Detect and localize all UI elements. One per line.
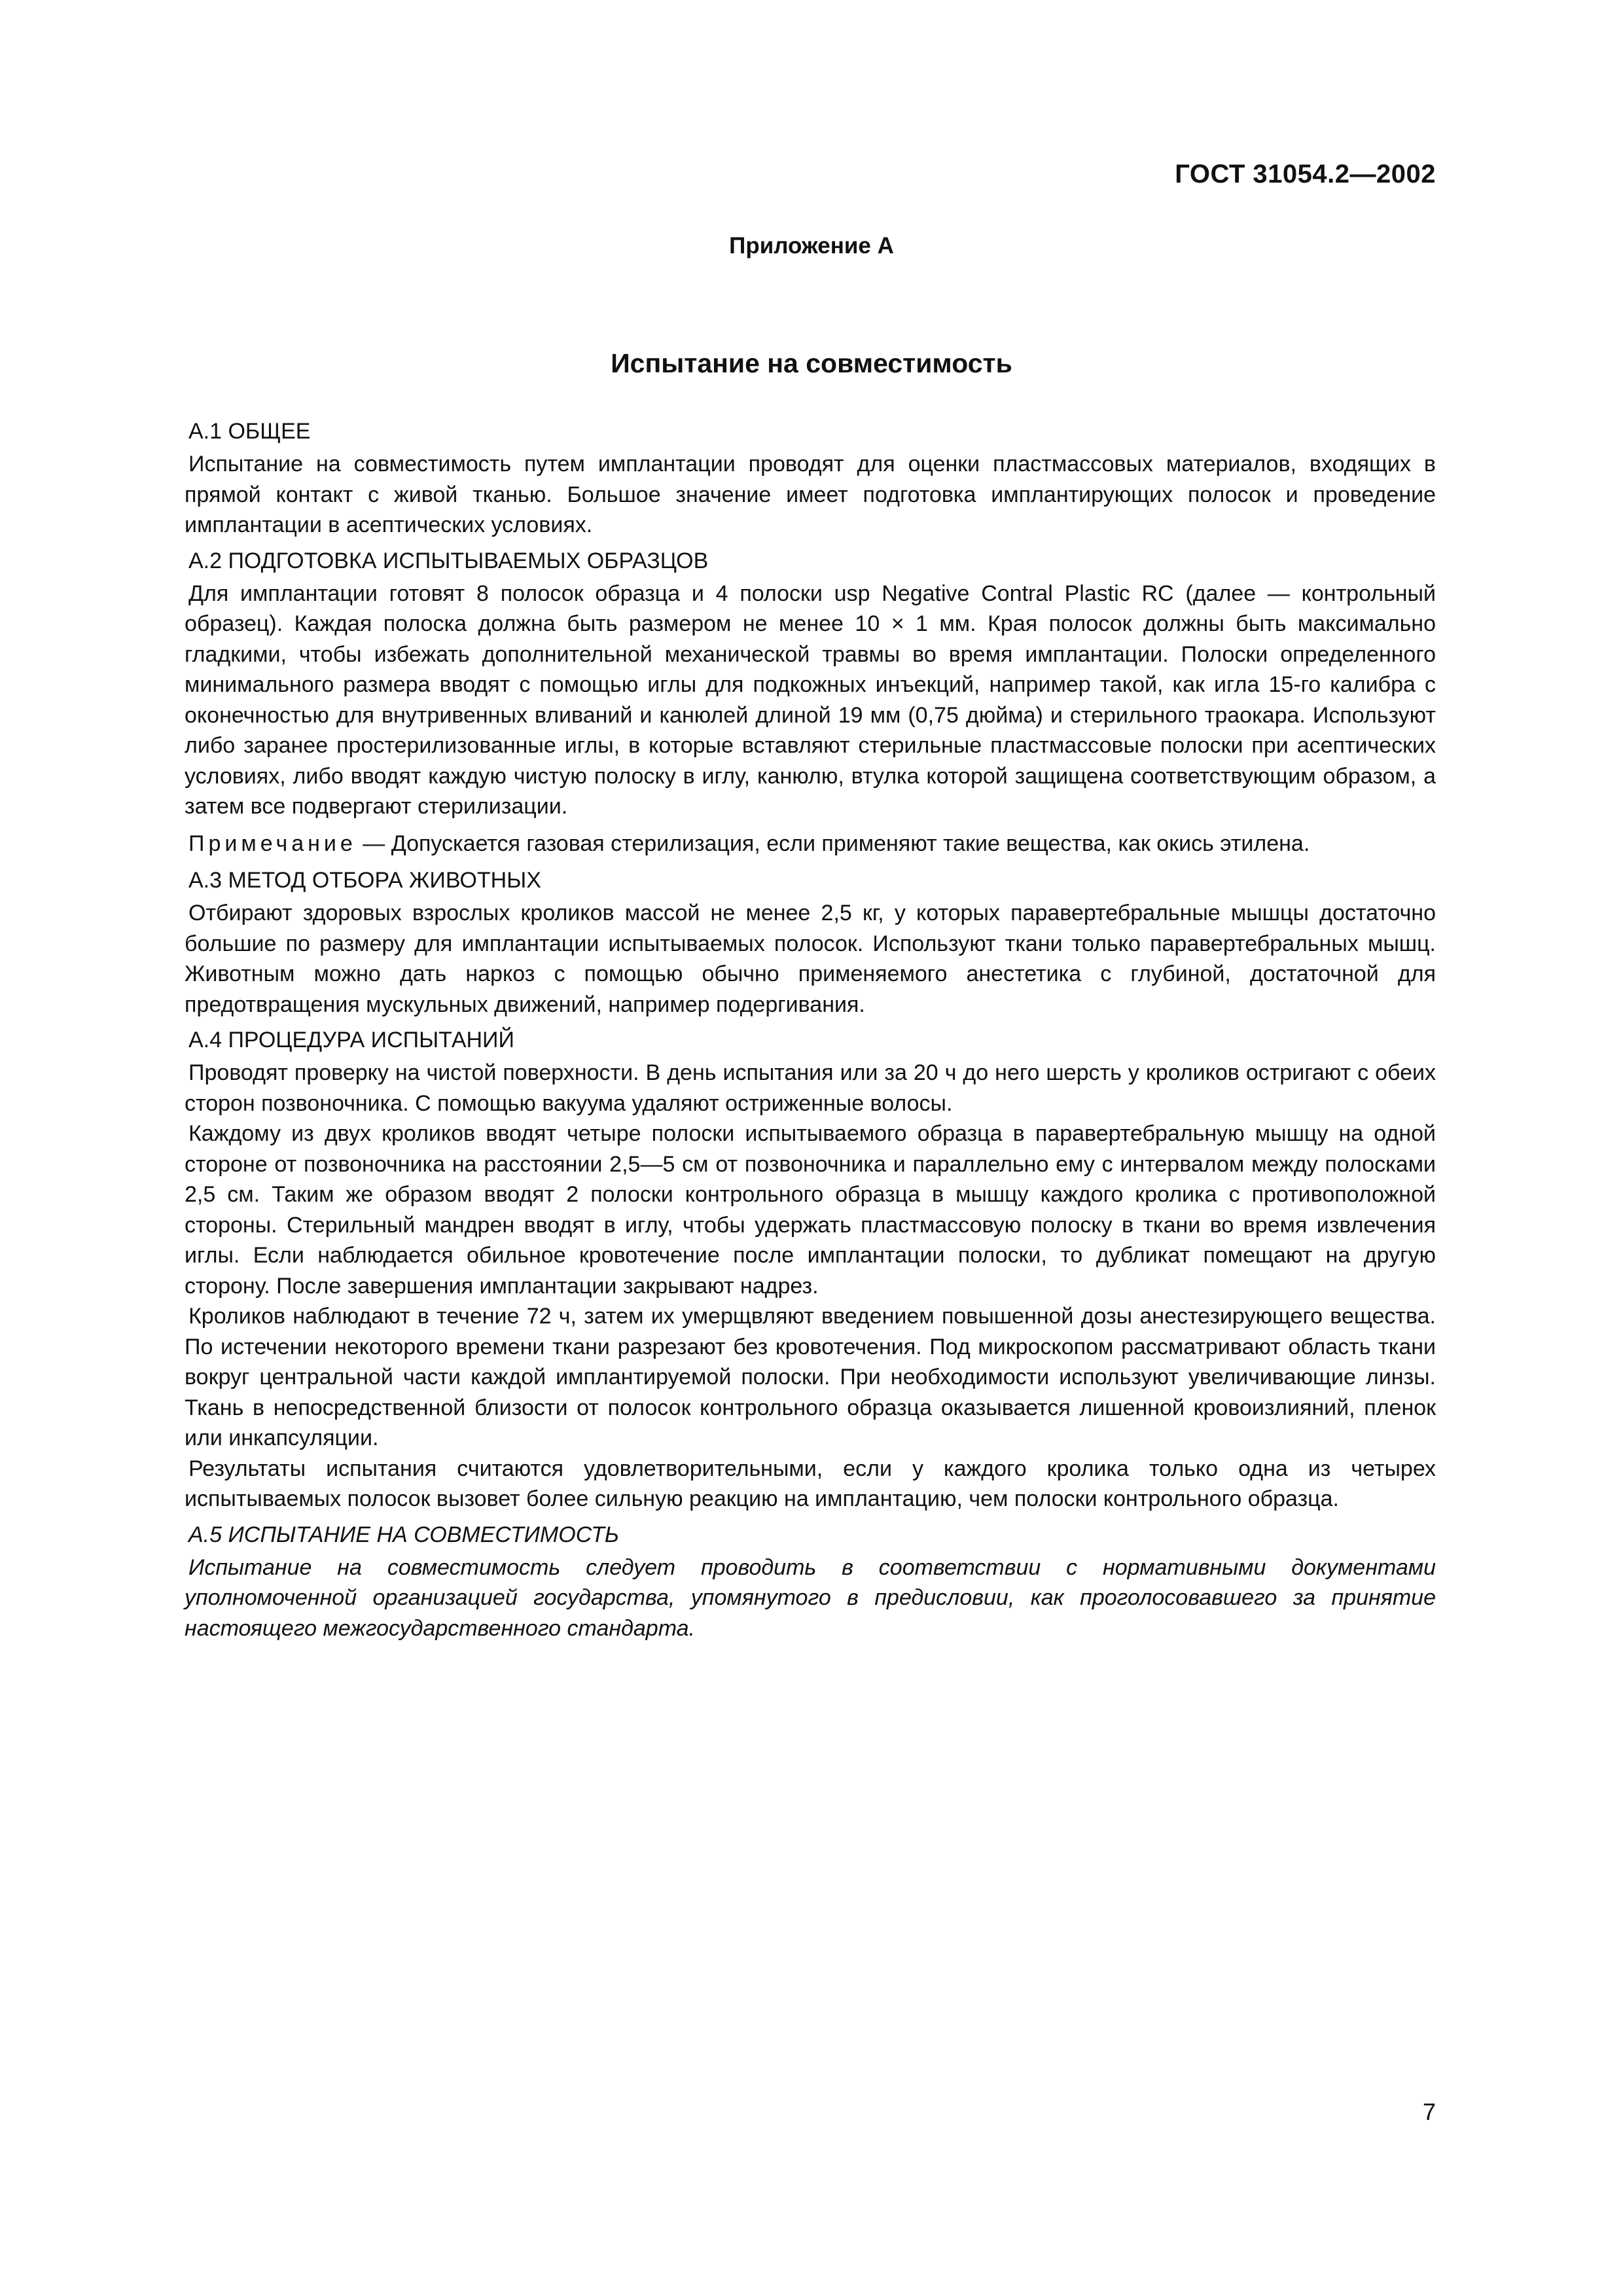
document-body xyxy=(185,416,1436,1649)
paragraph-a3-1: Отбирают здоровых взрослых кроликов массой не менее 2,5 кг, у которых паравертебральные мышцы достаточно большие по размеру для имплантации испытываемых полосок. Используют ткани только паравертебральных мышц. Животным можно дать наркоз с помощью обычно применяемого анестетика с глубиной, достаточной для предотвращения мускульных движений, например подергивания. xyxy=(185,901,1436,1017)
section-heading-a5: А.5 ИСПЫТАНИЕ НА СОВМЕСТИМОСТЬ xyxy=(188,1522,620,1547)
note-a2 xyxy=(185,829,1436,859)
note-text: — Допускается газовая стерилизация, если применяют такие вещества, как окись этилена. xyxy=(356,831,1310,856)
page-number: 7 xyxy=(1422,2098,1436,2125)
paragraph-a4-2: Каждому из двух кроликов вводят четыре полоски испытываемого образца в паравертебральную мышцу на одной стороне от позвоночника на расстоянии 2,5—5 см от позвоночника и параллельно ему с интервалом между полосками 2,5 см. Таким же образом вводят 2 полоски контрольного образца в мышцу каждого кролика с противоположной стороны. Стерильный мандрен вводят в иглу, чтобы удержать пластмассовую полоску в ткани во время извлечения иглы. Если наблюдается обильное кровотечение после имплантации полоски, то дубликат помещают на другую сторону. После завершения имплантации закрывают надрез. xyxy=(185,1121,1436,1299)
section-a5 xyxy=(185,1520,1436,1644)
paragraph-a4-1: Проводят проверку на чистой поверхности. В день испытания или за 20 ч до него шерсть у кроликов остригают с обеих сторон позвоночника. С помощью вакуума удаляют остриженные волосы. xyxy=(185,1060,1436,1116)
section-heading-a4: А.4 ПРОЦЕДУРА ИСПЫТАНИЙ xyxy=(188,1028,514,1052)
standard-number: ГОСТ 31054.2—2002 xyxy=(1175,160,1436,188)
section-a3 xyxy=(185,865,1436,1020)
appendix-label: Приложение А xyxy=(729,233,894,259)
section-a1 xyxy=(185,416,1436,541)
paragraph-a4-3: Кроликов наблюдают в течение 72 ч, затем их умерщвляют введением повышенной дозы анестезирующего вещества. По истечении некоторого времени ткани разрезают без кровотечения. Под микроскопом рассматривают область ткани вокруг центральной части каждой имплантируемой полоски. При необходимости используют увеличивающие линзы. Ткань в непосредственной близости от полосок контрольного образца оказывается лишенной кровоизлияний, пленок или инкапсуляции. xyxy=(185,1304,1436,1450)
paragraph-a1-1: Испытание на совместимость путем имплантации проводят для оценки пластмассовых материалов, входящих в прямой контакт с живой тканью. Большое значение имеет подготовка имплантирующих полосок и проведение имплантации в асептических условиях. xyxy=(185,452,1436,537)
section-heading-a2: А.2 ПОДГОТОВКА ИСПЫТЫВАЕМЫХ ОБРАЗЦОВ xyxy=(188,548,709,573)
note-label: Примечание xyxy=(188,831,357,856)
paragraph-a2-1: Для имплантации готовят 8 полосок образца и 4 полоски usp Negative Contral Plastic RC (далее — контрольный образец). Каждая полоска должна быть размером не менее 10 × 1 мм. Края полосок должны быть максимально гладкими, чтобы избежать дополнительной механической травмы во время имплантации. Полоски определенного минимального размера вводят с помощью иглы для подкожных инъекций, например такой, как игла 15-го калибра с оконечностью для внутривенных вливаний и канюлей длиной 19 мм (0,75 дюйма) и стерильного траокара. Используют либо заранее простерилизованные иглы, в которые вставляют стерильные пластмассовые полоски при асептических условиях, либо вводят каждую чистую полоску в иглу, канюлю, втулка которой защищена соответствующим образом, а затем все подвергают стерилизации. xyxy=(185,581,1436,819)
section-heading-a1: А.1 ОБЩЕЕ xyxy=(188,419,311,444)
section-a2 xyxy=(185,546,1436,859)
paragraph-a4-4: Результаты испытания считаются удовлетворительными, если у каждого кролика только одна из четырех испытываемых полосок вызовет более сильную реакцию на имплантацию, чем полоски контрольного образца. xyxy=(185,1456,1436,1511)
section-a4 xyxy=(185,1025,1436,1515)
paragraph-a5-1: Испытание на совместимость следует проводить в соответствии с нормативными документами уполномоченной организацией государства, упомянутого в предисловии, как проголосовавшего за принятие настоящего межгосударственного стандарта. xyxy=(185,1554,1436,1641)
section-heading-a3: А.3 МЕТОД ОТБОРА ЖИВОТНЫХ xyxy=(188,868,541,893)
appendix-title: Испытание на совместимость xyxy=(611,348,1012,378)
